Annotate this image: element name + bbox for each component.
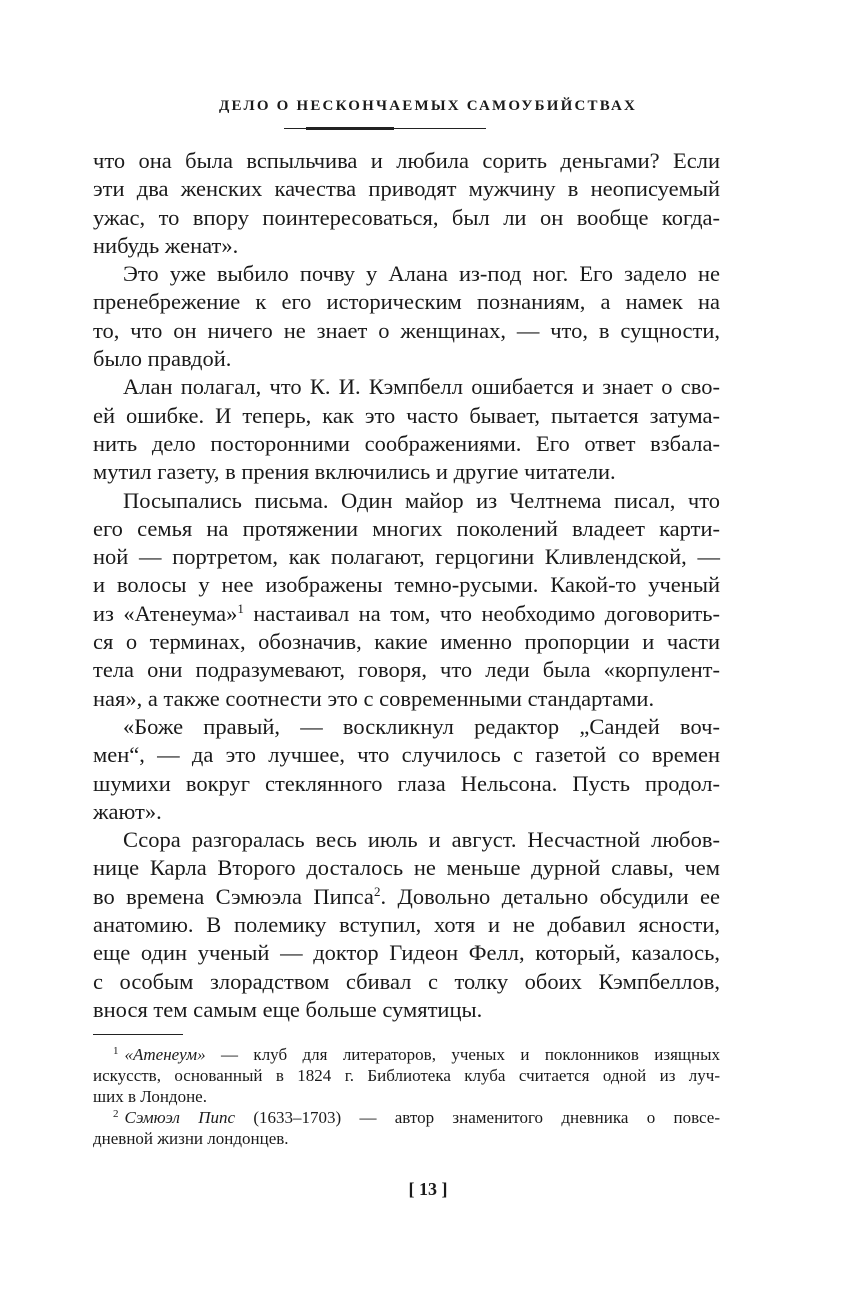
text-line [93,685,720,713]
line-text: ной — портретом, как полагают, герцогини Кливлендской, — [93,544,720,570]
text-line [93,968,720,996]
line-text: внося тем самым еще больше сумятицы. [93,996,483,1022]
footnote-line [93,1128,720,1149]
text-line [93,854,720,882]
text-line [93,996,720,1024]
line-text: мутил газету, в прения включились и другие читатели. [93,459,616,485]
text-line [93,232,720,260]
text-line [93,515,720,543]
footnote-line [93,1086,720,1107]
header-rule-thick [306,127,394,130]
line-text: еще один ученый — доктор Гидеон Фелл, который, казалось, [93,940,720,966]
line-text: нице Карла Второго досталось не меньше дурной славы, чем [93,855,720,881]
text-line [93,939,720,967]
text-line [93,260,720,288]
footnote-term: Сэмюэл Пипс [124,1108,236,1127]
text-line [93,430,720,458]
footnote-term: «Атенеум» [124,1045,206,1064]
text-line [93,175,720,203]
line-text: мен“, — да это лучшее, что случилось с газетой со времен [93,742,720,768]
text-line [93,600,720,628]
text-line [93,911,720,939]
line-text: пренебрежение к его историческим познаниям, а намек на [93,289,720,315]
line-text: нить дело посторонними соображениями. Его ответ взбала- [93,430,720,456]
line-text: анатомию. В полемику вступил, хотя и не добавил ясности, [93,912,720,938]
line-text: ужас, то впору поинтересоваться, был ли он вообще когда- [93,204,720,230]
footnote-text: искусств, основанный в 1824 г. Библиотека клуба считается одной из луч- [93,1066,720,1085]
footnote-rule [93,1034,183,1035]
text-line [93,204,720,232]
line-text: . Довольно детально обсудили ее [380,883,721,909]
text-line [93,713,720,741]
footnote-number: 1 [113,1045,119,1057]
footnote-ref: 1 [237,600,244,616]
line-text: с особым злорадством сбивал с толку обоих Кэмпбеллов, [93,968,720,994]
line-text: Алан полагал, что К. И. Кэмпбелл ошибается и знает о сво- [123,374,720,400]
line-text: ей ошибке. И теперь, как это часто бывает, пытается затума- [93,402,720,428]
line-text: то, что он ничего не знает о женщинах, — что, в сущности, [93,317,720,343]
line-text: Ссора разгоралась весь июль и август. Несчастной любов- [123,827,720,853]
line-text: жают». [93,798,162,824]
text-line [93,628,720,656]
text-line [93,798,720,826]
footnote-text: (1633–1703) — автор знаменитого дневника о повсе- [235,1108,720,1127]
line-text: и волосы у нее изображены темно-русыми. Какой-то ученый [93,572,720,598]
line-text: настаивал на том, что необходимо договорить- [243,600,720,626]
text-line [93,543,720,571]
footnote-line [93,1107,720,1128]
line-text: Посыпались письма. Один майор из Челтнема писал, что [123,487,720,513]
text-line [93,458,720,486]
line-text: ная», а также соотнести это с современными стандартами. [93,685,655,711]
text-line [93,373,720,401]
text-line [93,317,720,345]
text-line [93,288,720,316]
text-line [93,487,720,515]
line-text: ся о терминах, обозначив, какие именно пропорции и части [93,629,720,655]
line-text: «Боже правый, — воскликнул редактор „Сандей воч- [123,713,720,739]
line-text: нибудь женат». [93,232,239,258]
text-line [93,741,720,769]
footnote-ref: 2 [373,883,381,899]
footnote-line [93,1065,720,1086]
text-line [93,402,720,430]
body-text [93,147,720,1024]
page-number: [ 13 ] [408,1179,448,1199]
text-line [93,883,720,911]
text-line [93,345,720,373]
text-line [93,571,720,599]
running-header: ДЕЛО О НЕСКОНЧАЕМЫХ САМОУБИЙСТВАХ [218,98,638,114]
text-line [93,826,720,854]
line-text: эти два женских качества приводят мужчину в неописуемый [93,176,720,202]
line-text: его семья на протяжении многих поколений владеет карти- [93,515,720,541]
footnote-text: — клуб для литераторов, ученых и поклонников изящных [205,1045,720,1064]
line-text: тела они подразумевают, говоря, что леди была «корпулент- [93,657,720,683]
footnote-number: 2 [113,1108,119,1120]
line-text: шумихи вокруг стеклянного глаза Нельсона. Пусть продол- [93,770,720,796]
footnote-line [93,1044,720,1065]
line-text: Это уже выбило почву у Алана из-под ног. Его задело не [123,261,720,287]
footnote-text: дневной жизни лондонцев. [93,1129,289,1148]
text-line [93,770,720,798]
text-line [93,656,720,684]
line-text: во времена Сэмюэла Пипса [93,883,374,909]
text-line [93,147,720,175]
footnote-text: ших в Лондоне. [93,1087,207,1106]
line-text: что она была вспыльчива и любила сорить деньгами? Если [93,148,720,173]
line-text: из «Атенеума» [93,600,238,626]
footnotes [93,1044,720,1149]
line-text: было правдой. [93,346,232,372]
